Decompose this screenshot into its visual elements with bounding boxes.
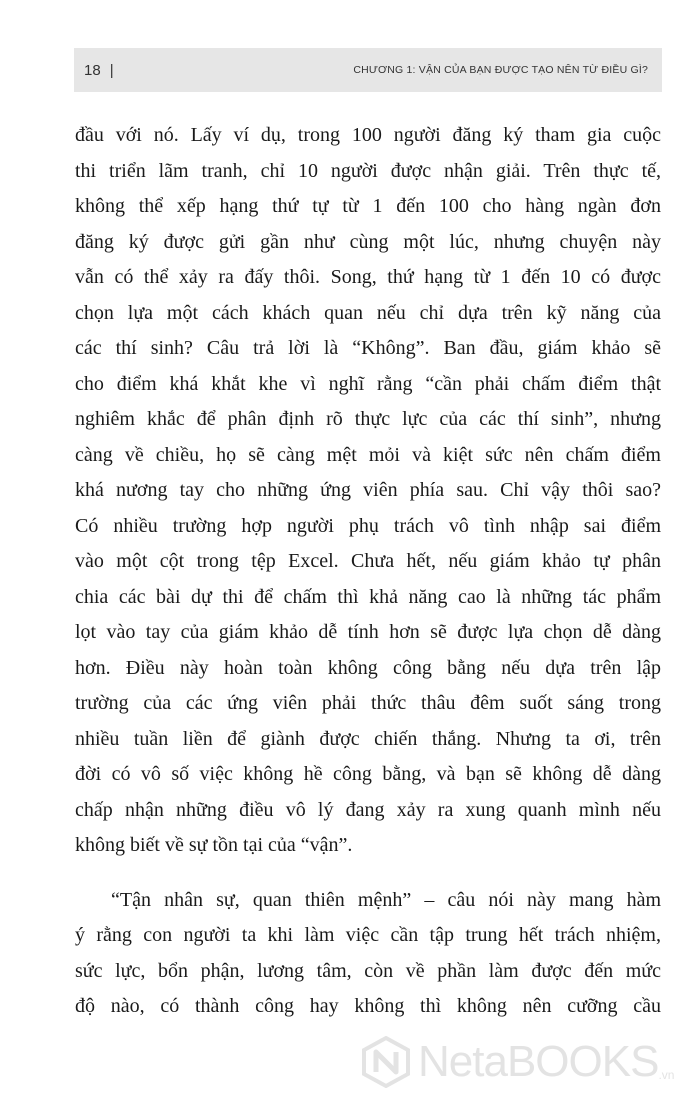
text-line: trường của các ứng viên phải thức thâu đêm suốt sáng trong xyxy=(75,692,661,714)
text-line: chọn lựa một cách khách quan nếu chỉ dựa trên kỹ năng của xyxy=(75,301,661,324)
page-number: 18 xyxy=(84,61,101,79)
text-line: hơn. Điều này hoàn toàn không công bằng nếu dựa trên lập xyxy=(75,656,661,679)
text-line: Có nhiều trường hợp người phụ trách vô tình nhập sai điểm xyxy=(75,514,661,537)
text-line: đăng ký được gửi gần như cùng một lúc, nhưng chuyện này xyxy=(75,230,661,253)
text-line: không biết về sự tồn tại của “vận”. xyxy=(75,834,353,856)
paragraph-gap xyxy=(75,864,661,883)
text-line: đời có vô số việc không hề công bằng, và bạn sẽ không dễ dàng xyxy=(75,763,661,785)
text-line: “Tận nhân sự, quan thiên mệnh” – câu nói này mang hàm xyxy=(111,888,661,911)
text-line: độ nào, có thành công hay không thì không nên cưỡng cầu xyxy=(75,995,661,1017)
text-line: khá nương tay cho những ứng viên phía sau. Chỉ vậy thôi sao? xyxy=(75,479,661,501)
header-separator: | xyxy=(109,61,114,79)
paragraph-1 xyxy=(75,118,661,864)
text-line: nhiều tuần liền để giành được chiến thắng. Nhưng ta ơi, trên xyxy=(75,727,661,750)
text-line: thi triển lãm tranh, chỉ 10 người được nhận giải. Trên thực tế, xyxy=(75,159,661,182)
text-line: lọt vào tay của giám khảo dễ tính hơn sẽ được lựa chọn dễ dàng xyxy=(75,621,661,643)
running-header xyxy=(74,48,662,92)
text-line: cho điểm khá khắt khe vì nghĩ rằng “cần phải chấm điểm thật xyxy=(75,372,661,395)
text-line: chia các bài dự thi để chấm thì khả năng cao là những tác phẩm xyxy=(75,585,661,608)
text-line: chấp nhận những điều vô lý đang xảy ra xung quanh mình nếu xyxy=(75,798,661,821)
chapter-title: CHƯƠNG 1: VẬN CỦA BẠN ĐƯỢC TẠO NÊN TỪ ĐIỀU GÌ? xyxy=(353,64,648,76)
text-line: sức lực, bổn phận, lương tâm, còn về phần làm được đến mức xyxy=(75,959,661,982)
watermark-suffix: .vn xyxy=(658,1068,675,1082)
watermark-brand: NetaBOOKS xyxy=(418,1037,659,1086)
body-text xyxy=(75,118,661,1025)
netabooks-logo-icon xyxy=(360,1036,412,1088)
text-line: không thể xếp hạng thứ tự từ 1 đến 100 cho hàng ngàn đơn xyxy=(75,195,661,217)
text-line: vẫn có thể xảy ra đấy thôi. Song, thứ hạng từ 1 đến 10 có được xyxy=(75,266,661,288)
text-line: nghiêm khắc để phân định rõ thực lực của các thí sinh”, nhưng xyxy=(75,408,661,430)
text-line: ý rằng con người ta khi làm việc cần tập trung hết trách nhiệm, xyxy=(75,924,661,946)
netabooks-watermark xyxy=(360,1032,680,1092)
page-number-group xyxy=(84,62,114,79)
paragraph-2 xyxy=(75,883,661,1025)
text-line: càng về chiều, họ sẽ càng mệt mỏi và kiệt sức nên chấm điểm xyxy=(75,443,661,466)
text-line: các thí sinh? Câu trả lời là “Không”. Ban đầu, giám khảo sẽ xyxy=(75,337,661,359)
text-line: vào một cột trong tệp Excel. Chưa hết, nếu giám khảo tự phân xyxy=(75,550,661,572)
text-line: đầu với nó. Lấy ví dụ, trong 100 người đăng ký tham gia cuộc xyxy=(75,124,661,146)
